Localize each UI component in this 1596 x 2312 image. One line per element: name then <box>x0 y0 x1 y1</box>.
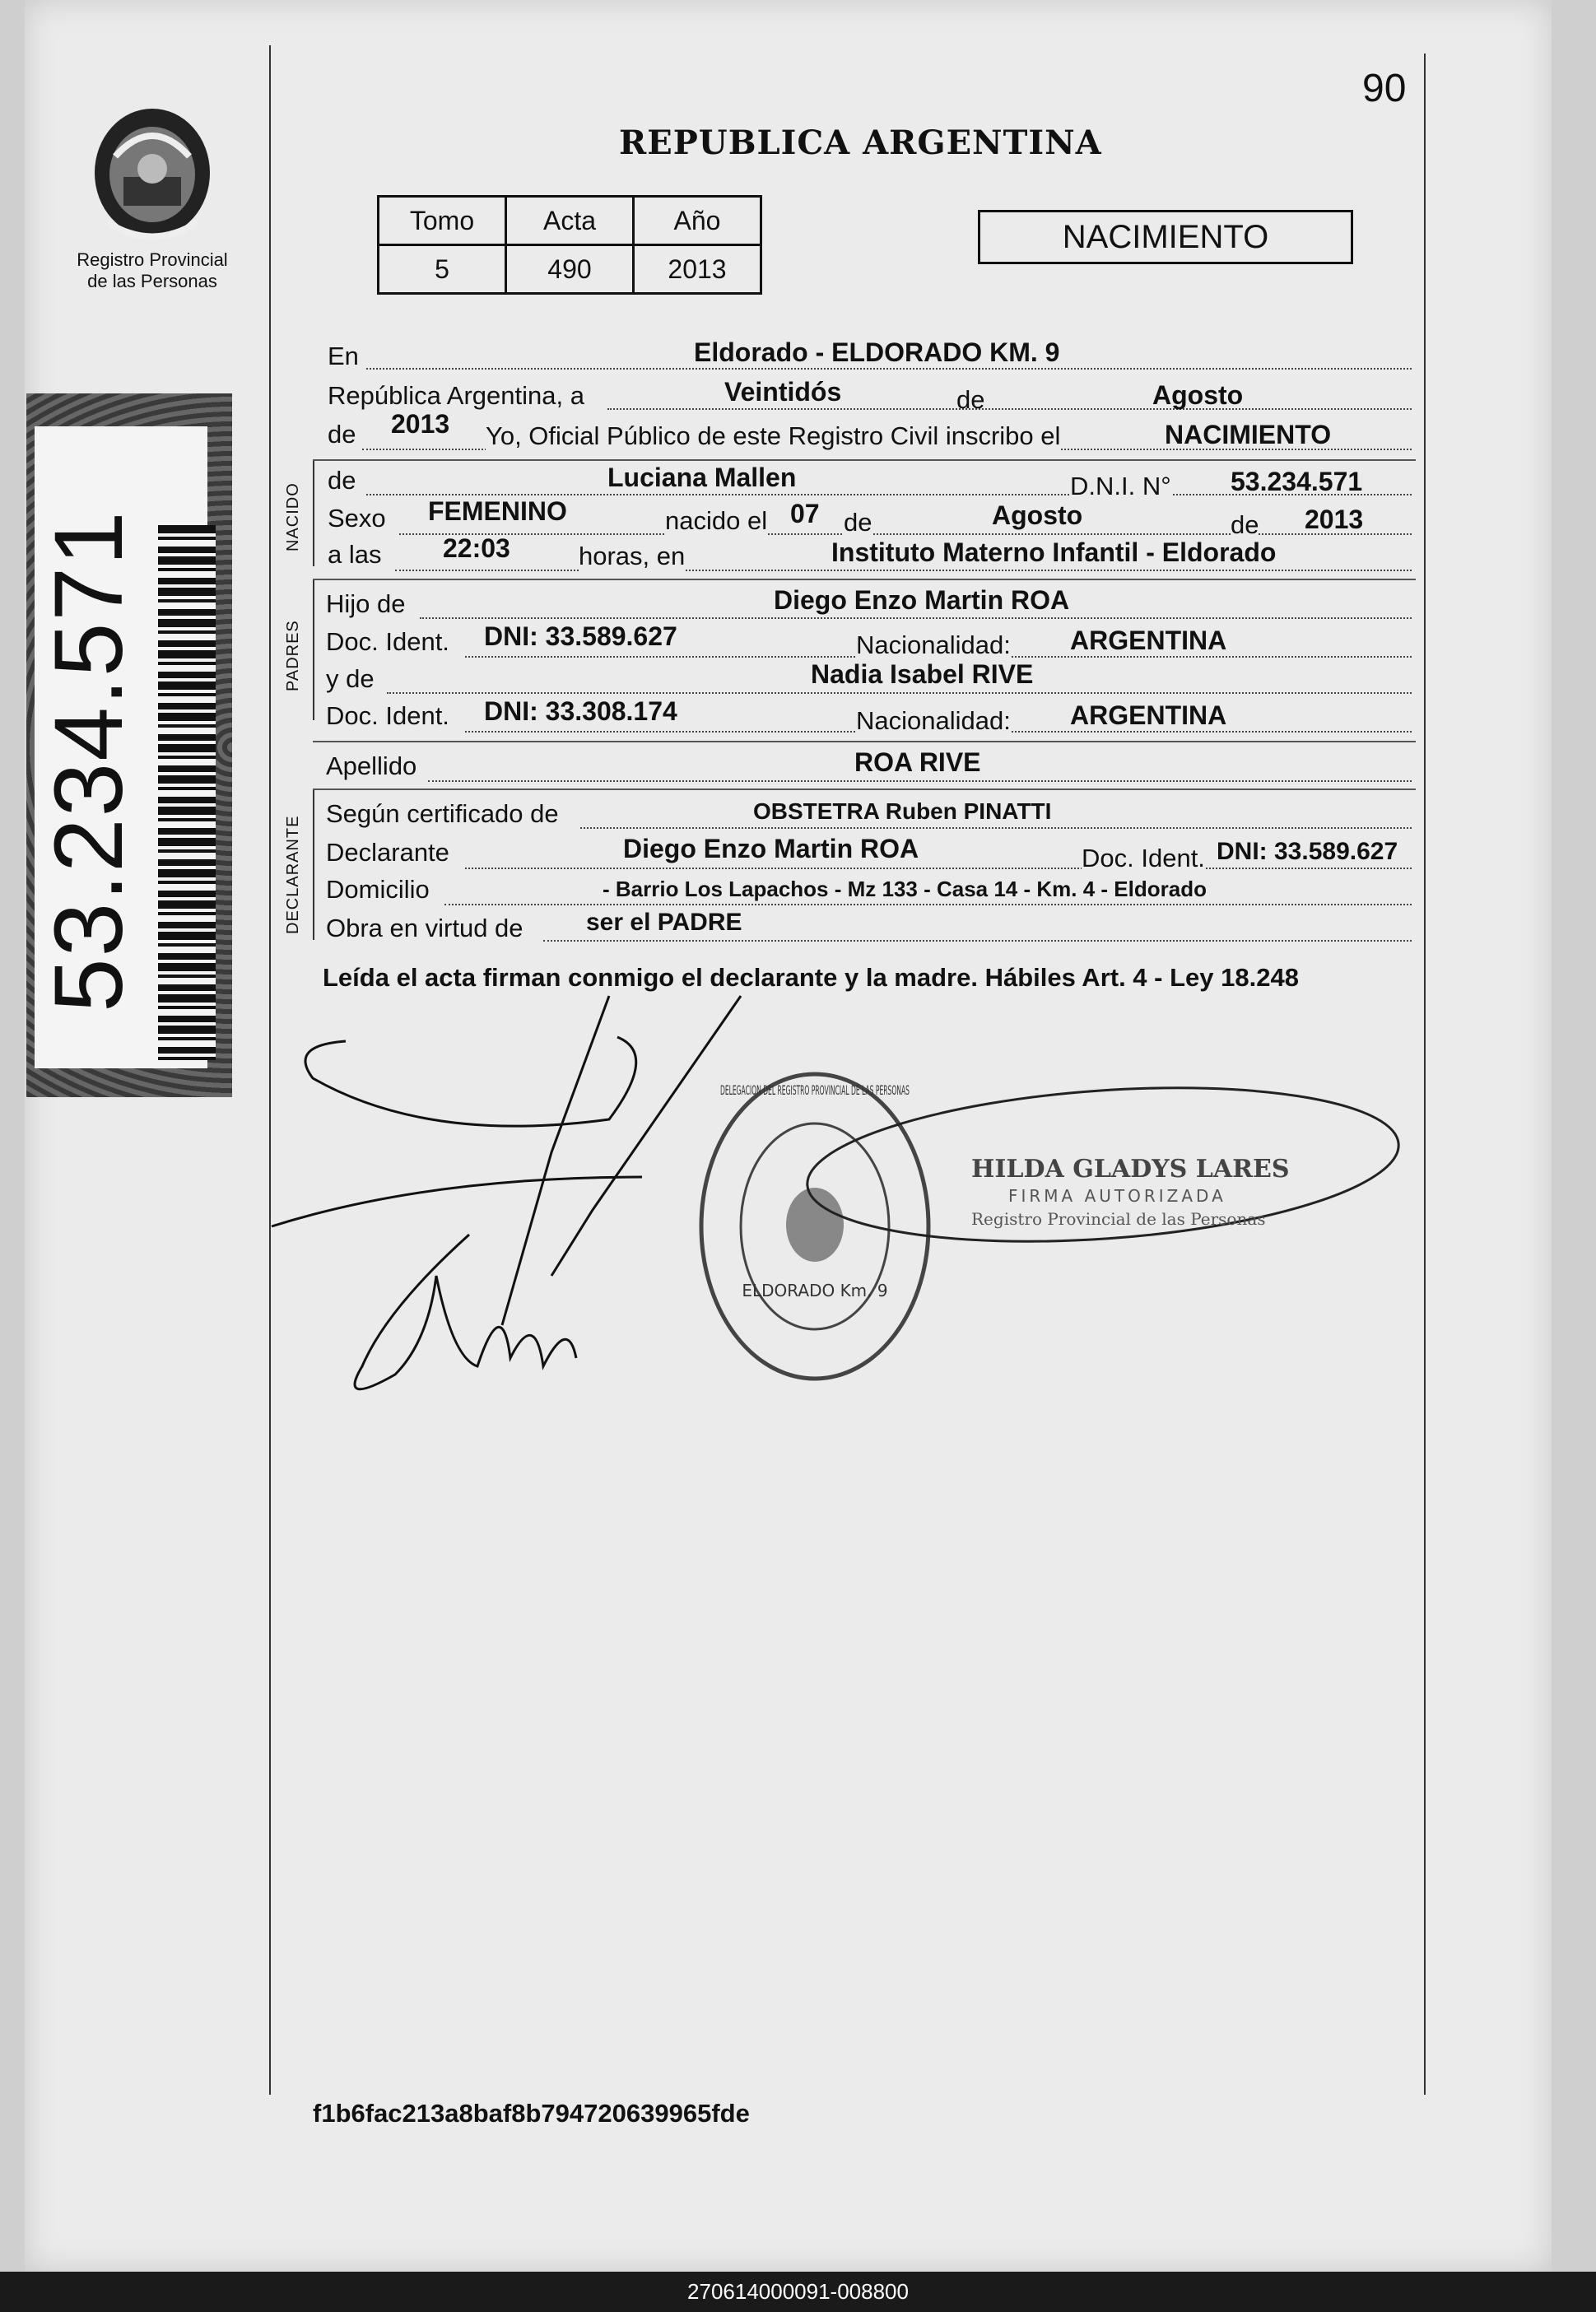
apellido-label: Apellido <box>326 751 417 780</box>
de-label-1: de <box>956 385 985 414</box>
registry-name-line2: de las Personas <box>87 271 217 291</box>
place-value: Eldorado - ELDORADO KM. 9 <box>694 337 1060 367</box>
official-seal <box>701 1074 928 1379</box>
signatures-and-stamp <box>263 979 1416 1473</box>
ref-header-anio: Año <box>634 197 761 245</box>
dots-line12 <box>580 827 1412 829</box>
closing-statement: Leída el acta firman conmigo el declarante y la madre. Hábiles Art. 4 - Ley 18.248 <box>323 963 1299 992</box>
declarant-signature <box>272 996 741 1389</box>
reference-table <box>377 195 762 295</box>
padres-bracket <box>313 580 314 720</box>
registry-name <box>66 249 239 292</box>
dots-line6 <box>395 570 1412 571</box>
official-name: HILDA GLADYS LARES <box>971 1155 1290 1184</box>
hijo-de-label: Hijo de <box>326 589 406 618</box>
de-label-2: de <box>328 420 356 449</box>
divider-4 <box>313 788 1416 790</box>
doc-label-3: Doc. Ident. <box>1082 844 1205 872</box>
child-dni-value: 53.234.571 <box>1231 467 1363 496</box>
en-label: En <box>328 342 359 370</box>
mother-value: Nadia Isabel RIVE <box>811 659 1034 689</box>
father-nat-value: ARGENTINA <box>1070 626 1227 655</box>
ref-header-tomo: Tomo <box>379 197 506 245</box>
declarante-label: Declarante <box>326 838 449 867</box>
certificado-value: OBSTETRA Ruben PINATTI <box>753 798 1052 824</box>
certificado-label: Según certificado de <box>326 799 559 828</box>
mother-doc-value: DNI: 33.308.174 <box>484 696 677 726</box>
father-value: Diego Enzo Martin ROA <box>774 585 1070 615</box>
a-las-label: a las <box>328 540 382 569</box>
official-title: FIRMA AUTORIZADA <box>1008 1186 1226 1206</box>
birth-place-value: Instituto Materno Infantil - Eldorado <box>831 537 1277 567</box>
act-type-box: NACIMIENTO <box>978 210 1353 264</box>
child-name-value: Luciana Mallen <box>607 463 797 492</box>
de-label-3: de <box>844 508 872 537</box>
birth-month-value: Agosto <box>992 500 1083 530</box>
page-number: 90 <box>1362 67 1407 110</box>
barcode-icon <box>158 525 216 1060</box>
dots-line2 <box>607 408 1412 410</box>
document-hash: f1b6fac213a8baf8b794720639965fde <box>313 2099 750 2128</box>
dots-line1 <box>366 368 1412 370</box>
dots-line5 <box>399 533 1412 535</box>
nacido-side-label: NACIDO <box>284 482 302 551</box>
sexo-label: Sexo <box>328 504 386 533</box>
month-value: Agosto <box>1152 380 1244 410</box>
ref-value-acta: 490 <box>506 245 634 294</box>
official-signature <box>803 1070 1404 1259</box>
dots-line14 <box>444 904 1412 905</box>
seal-inner-text: ELDORADO Km. 9 <box>742 1281 888 1300</box>
declarante-doc-value: DNI: 33.589.627 <box>1217 838 1398 865</box>
act-inscribed-value: NACIMIENTO <box>1165 420 1332 449</box>
birth-day-value: 07 <box>790 499 820 528</box>
barcode-number: 53.234.571 <box>35 509 143 1012</box>
nacionalidad-label-2: Nacionalidad: <box>856 706 1011 735</box>
ref-value-tomo: 5 <box>379 245 506 294</box>
nacido-de-label: de <box>328 466 356 495</box>
apellido-value: ROA RIVE <box>854 747 981 777</box>
ref-header-acta: Acta <box>506 197 634 245</box>
father-doc-value: DNI: 33.589.627 <box>484 621 677 651</box>
official-org: Registro Provincial de las Personas <box>971 1209 1266 1229</box>
mother-nat-value: ARGENTINA <box>1070 700 1227 730</box>
registry-name-line1: Registro Provincial <box>77 249 228 270</box>
right-margin-line <box>1424 53 1426 2095</box>
province-seal-icon <box>82 99 222 247</box>
country-title: REPUBLICA ARGENTINA <box>619 123 1102 162</box>
republica-label: República Argentina, a <box>328 381 584 410</box>
horas-label: horas, en <box>579 542 686 570</box>
dots-line15 <box>543 940 1412 942</box>
y-de-label: y de <box>326 664 375 693</box>
dots-line9 <box>387 692 1412 694</box>
year-value: 2013 <box>391 409 450 439</box>
de-label-4: de <box>1231 510 1259 539</box>
dots-line7 <box>420 617 1412 619</box>
declarante-bracket <box>313 790 314 940</box>
sexo-value: FEMENINO <box>428 496 567 526</box>
obra-label: Obra en virtud de <box>326 914 523 942</box>
nacido-el-label: nacido el <box>665 506 768 535</box>
dni-label: D.N.I. N° <box>1070 472 1171 500</box>
footer-id-bar: 270614000091-008800 <box>0 2272 1596 2312</box>
seal-ring-text: DELEGACION DEL REGISTRO PROVINCIAL DE LAS PERSONAS <box>720 1082 910 1098</box>
divider-1 <box>313 459 1416 461</box>
dots-line11 <box>428 780 1412 782</box>
declarante-value: Diego Enzo Martin ROA <box>623 834 919 863</box>
birth-year-value: 2013 <box>1305 505 1364 534</box>
inscribo-text: Yo, Oficial Público de este Registro Civil inscribo el <box>486 421 1061 450</box>
nacido-bracket <box>313 461 314 566</box>
time-value: 22:03 <box>443 533 510 563</box>
obra-value: ser el PADRE <box>586 909 742 936</box>
ref-value-anio: 2013 <box>634 245 761 294</box>
domicilio-label: Domicilio <box>326 875 430 904</box>
divider-2 <box>313 579 1416 580</box>
doc-label-1: Doc. Ident. <box>326 627 449 656</box>
day-word-value: Veintidós <box>724 377 842 407</box>
divider-3 <box>313 741 1416 742</box>
padres-side-label: PADRES <box>284 620 302 691</box>
doc-label-2: Doc. Ident. <box>326 701 449 730</box>
declarante-side-label: DECLARANTE <box>284 815 302 934</box>
domicilio-value: - Barrio Los Lapachos - Mz 133 - Casa 14 - Km. 4 - Eldorado <box>603 877 1207 901</box>
nacionalidad-label-1: Nacionalidad: <box>856 630 1011 659</box>
dots-line13 <box>465 868 1412 869</box>
